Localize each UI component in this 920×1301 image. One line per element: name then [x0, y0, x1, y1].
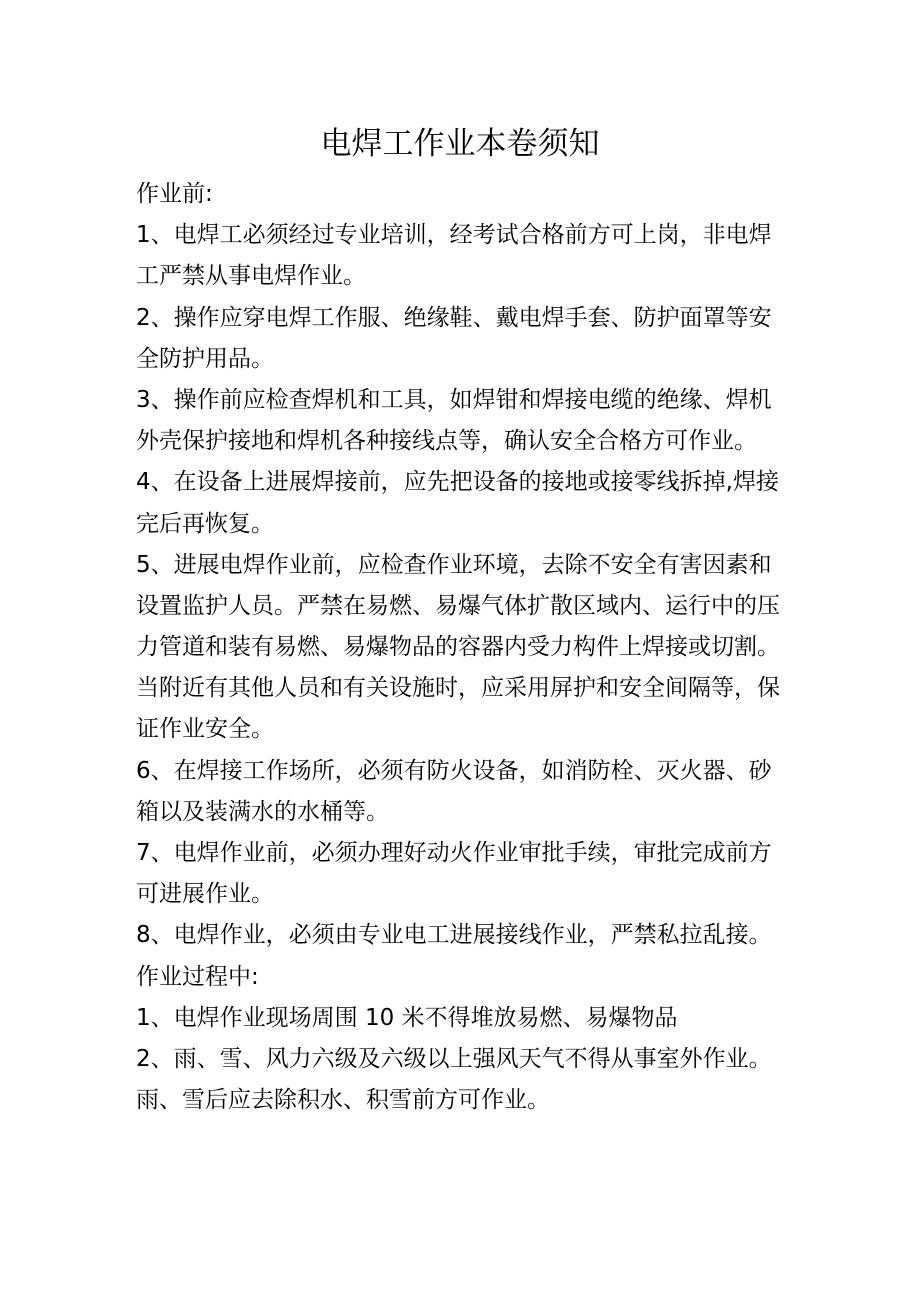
- text-line: 雨、雪后应去除积水、积雪前方可作业。: [136, 1087, 550, 1114]
- text-line: 1、电焊工必须经过专业培训，经考试合格前方可上岗，非电焊: [136, 222, 772, 249]
- text-line: 3、操作前应检查焊机和工具，如焊钳和焊接电缆的绝缘、焊机: [136, 386, 772, 413]
- text-line: 设置监护人员。严禁在易燃、易爆气体扩散区域内、运行中的压: [136, 592, 780, 619]
- text-line: 力管道和装有易燃、易爆物品的容器内受力构件上焊接或切割。: [136, 634, 780, 661]
- text-line: 完后再恢复。: [136, 510, 274, 537]
- text-line: 当附近有其他人员和有关设施时，应采用屏护和安全间隔等，保: [136, 675, 780, 702]
- text-line: 7、电焊作业前，必须办理好动火作业审批手续，审批完成前方: [136, 840, 772, 866]
- text-line: 外壳保护接地和焊机各种接线点等，确认安全合格方可作业。: [136, 428, 757, 455]
- document-title: 电焊工作业本卷须知: [320, 126, 600, 162]
- text-line: 5、进展电焊作业前，应检查作业环境，去除不安全有害因素和: [136, 551, 772, 578]
- text-line: 2、操作应穿电焊工作服、绝缘鞋、戴电焊手套、防护面罩等安: [136, 304, 772, 331]
- text-line: 2、雨、雪、风力六级及六级以上强风天气不得从事室外作业。: [136, 1045, 772, 1072]
- text-line: 证作业安全。: [136, 716, 274, 743]
- text-line: 可进展作业。: [136, 881, 274, 908]
- text-line: 6、在焊接工作场所，必须有防火设备，如消防栓、灭火器、砂: [136, 757, 772, 784]
- text-line: 4、在设备上进展焊接前，应先把设备的接地或接零线拆掉,焊接: [136, 469, 779, 496]
- text-line: 箱以及装满水的水桶等。: [136, 798, 389, 825]
- text-line: 工严禁从事电焊作业。: [136, 263, 366, 290]
- text-line: 8、电焊作业，必须由专业电工进展接线作业，严禁私拉乱接。: [136, 922, 772, 949]
- section-heading-during-work: 作业过程中:: [136, 963, 259, 990]
- document-body: [136, 174, 786, 1121]
- text-line: 1、电焊作业现场周围 10 米不得堆放易燃、易爆物品: [136, 1004, 678, 1031]
- text-line: 全防护用品。: [136, 345, 274, 372]
- section-heading-before-work: 作业前:: [136, 181, 213, 207]
